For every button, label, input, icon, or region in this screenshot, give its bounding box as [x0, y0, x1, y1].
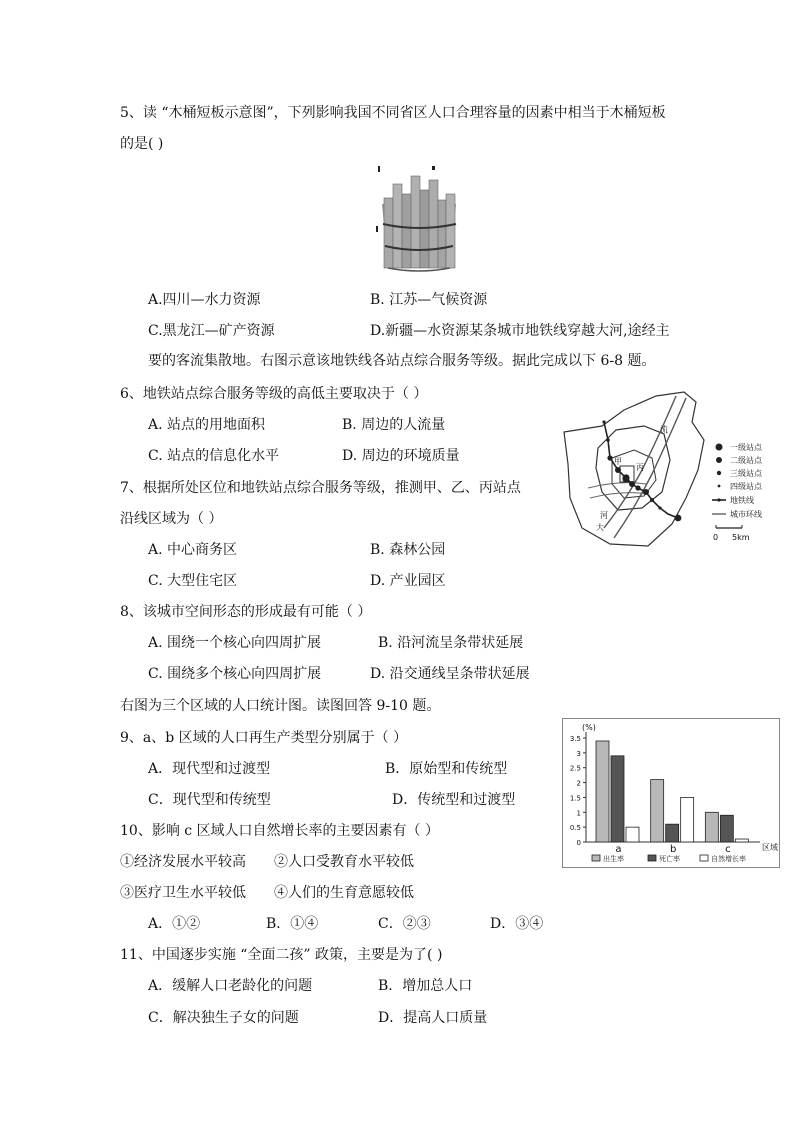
chart-bar-b-1 — [666, 824, 679, 842]
q10-option-a: A．①② — [148, 916, 201, 932]
chart-xlabel: 区域 — [762, 843, 778, 852]
chart-y-tick-label: 0.5 — [569, 824, 581, 833]
q10-statement-1: ①经济发展水平较高 — [120, 854, 246, 870]
metro-map-figure — [560, 388, 784, 550]
map-label-yi: 乙 — [622, 474, 630, 483]
legend-level-3: 三级站点 — [730, 469, 762, 478]
q7-option-b: B. 森林公园 — [370, 542, 446, 558]
chart-y-tick-label: 1.5 — [569, 794, 581, 803]
q7-option-a: A. 中心商务区 — [148, 542, 238, 558]
q9-option-a: A．现代型和过渡型 — [148, 761, 271, 777]
q8-option-b: B. 沿河流呈条带状延展 — [378, 635, 524, 651]
map-label-he: 河 — [600, 511, 608, 520]
q6-option-c: C. 站点的信息化水平 — [148, 448, 280, 464]
q11-option-d: D．提高人口质量 — [378, 1010, 488, 1026]
chart-category-label: b — [669, 844, 677, 855]
chart-category-label: a — [615, 844, 622, 855]
q5-stem-line-2: 的是( ) — [120, 136, 164, 152]
map-label-liu: 流 — [660, 425, 668, 434]
chart-category-label: c — [725, 844, 731, 855]
q9-option-d: D．传统型和过渡型 — [392, 792, 516, 808]
q8-option-d: D. 沿交通线呈条带状延展 — [370, 666, 530, 682]
chart-ylabel: (%) — [582, 723, 596, 732]
q6-stem: 6、地铁站点综合服务等级的高低主要取决于（ ） — [120, 386, 428, 402]
chart-y-tick-label: 1 — [576, 809, 581, 818]
q11-option-c: C．解决独生子女的问题 — [148, 1010, 299, 1026]
q11-option-a: A．缓解人口老龄化的问题 — [148, 978, 313, 994]
q5-option-a: A.四川—水力资源 — [148, 292, 261, 308]
q10-stem: 10、影响 c 区域人口自然增长率的主要因素有（ ） — [120, 823, 440, 839]
chart-legend-label: 自然增长率 — [711, 855, 746, 863]
chart-bar-a-2 — [626, 827, 639, 842]
q6-option-a: A. 站点的用地面积 — [148, 417, 266, 433]
scale-label: 5km — [732, 533, 750, 542]
legend-level-1: 一级站点 — [730, 443, 762, 452]
intro-6-8: 要的客流集散地。右图示意该地铁线各站点综合服务等级。据此完成以下 6-8 题。 — [148, 353, 656, 369]
q10-statement-3: ③医疗卫生水平较低 — [120, 885, 246, 901]
scale-zero: 0 — [713, 533, 719, 542]
q9-stem: 9、a、b 区域的人口再生产类型分别属于（ ） — [120, 730, 408, 746]
q5-option-b: B. 江苏—气候资源 — [370, 292, 488, 308]
q11-option-b: B．增加总人口 — [378, 978, 473, 994]
chart-bar-b-2 — [681, 797, 694, 842]
chart-bar-c-1 — [720, 815, 733, 842]
intro-9-10: 右图为三个区域的人口统计图。读图回答 9-10 题。 — [120, 698, 441, 714]
legend-level-4: 四级站点 — [730, 482, 762, 491]
q5-option-c: C.黑龙江—矿产资源 — [148, 323, 275, 339]
q10-option-d: D．③④ — [490, 916, 544, 932]
q9-option-b: B．原始型和传统型 — [385, 761, 508, 777]
population-bar-chart — [562, 718, 780, 868]
q11-stem: 11、中国逐步实施 “全面二孩” 政策，主要是为了( ) — [120, 947, 443, 963]
chart-legend-swatch — [648, 855, 656, 861]
legend-metro-line: 地铁线 — [730, 496, 754, 505]
chart-bar-a-1 — [611, 756, 624, 842]
q7-option-d: D. 产业园区 — [370, 573, 446, 589]
chart-legend-label: 出生率 — [603, 855, 624, 863]
q7-stem-line-2: 沿线区域为（ ） — [120, 511, 223, 527]
chart-bar-b-0 — [651, 780, 664, 842]
map-label-bing: 丙 — [636, 463, 644, 472]
map-label-jia: 甲 — [614, 457, 622, 466]
chart-y-tick-label: 3.5 — [569, 735, 581, 743]
chart-bar-a-0 — [596, 741, 609, 842]
q8-stem: 8、该城市空间形态的形成最有可能（ ） — [120, 604, 372, 620]
chart-y-tick-label: 3 — [576, 749, 581, 758]
q6-option-b: B. 周边的人流量 — [342, 417, 446, 433]
chart-legend-label: 死亡率 — [659, 855, 680, 863]
population-chart-figure — [562, 718, 780, 868]
chart-y-tick-label: 2.5 — [569, 764, 581, 773]
q10-option-c: C．②③ — [378, 916, 431, 932]
q7-stem-line-1: 7、根据所处区位和地铁站点综合服务等级，推测甲、乙、丙站点 — [120, 480, 521, 496]
q9-option-c: C．现代型和传统型 — [148, 792, 271, 808]
legend-ring-road: 城市环线 — [730, 510, 762, 519]
chart-legend-swatch — [700, 855, 708, 861]
chart-legend-swatch — [592, 855, 600, 861]
q5-option-d: D.新疆—水资源某条城市地铁线穿越大河,途经主 — [370, 323, 670, 339]
chart-bar-c-2 — [735, 839, 748, 842]
legend-level-2: 二级站点 — [730, 456, 762, 465]
chart-bar-c-0 — [705, 812, 718, 842]
q10-statement-4: ④人们的生育意愿较低 — [274, 885, 414, 901]
map-label-da: 大 — [596, 523, 604, 532]
q7-option-c: C. 大型住宅区 — [148, 573, 238, 589]
chart-y-tick-label: 2 — [576, 779, 581, 788]
q6-option-d: D. 周边的环境质量 — [342, 448, 460, 464]
chart-y-tick-label: 0 — [576, 839, 581, 847]
q10-option-b: B．①④ — [266, 916, 319, 932]
bucket-figure — [372, 164, 466, 276]
q8-option-a: A. 围绕一个核心向四周扩展 — [148, 635, 322, 651]
q8-option-c: C. 围绕多个核心向四周扩展 — [148, 666, 322, 682]
q10-statement-2: ②人口受教育水平较低 — [274, 854, 414, 870]
q5-stem-line-1: 5、读 “木桶短板示意图”，下列影响我国不同省区人口合理容量的因素中相当于木桶短板 — [120, 105, 666, 121]
